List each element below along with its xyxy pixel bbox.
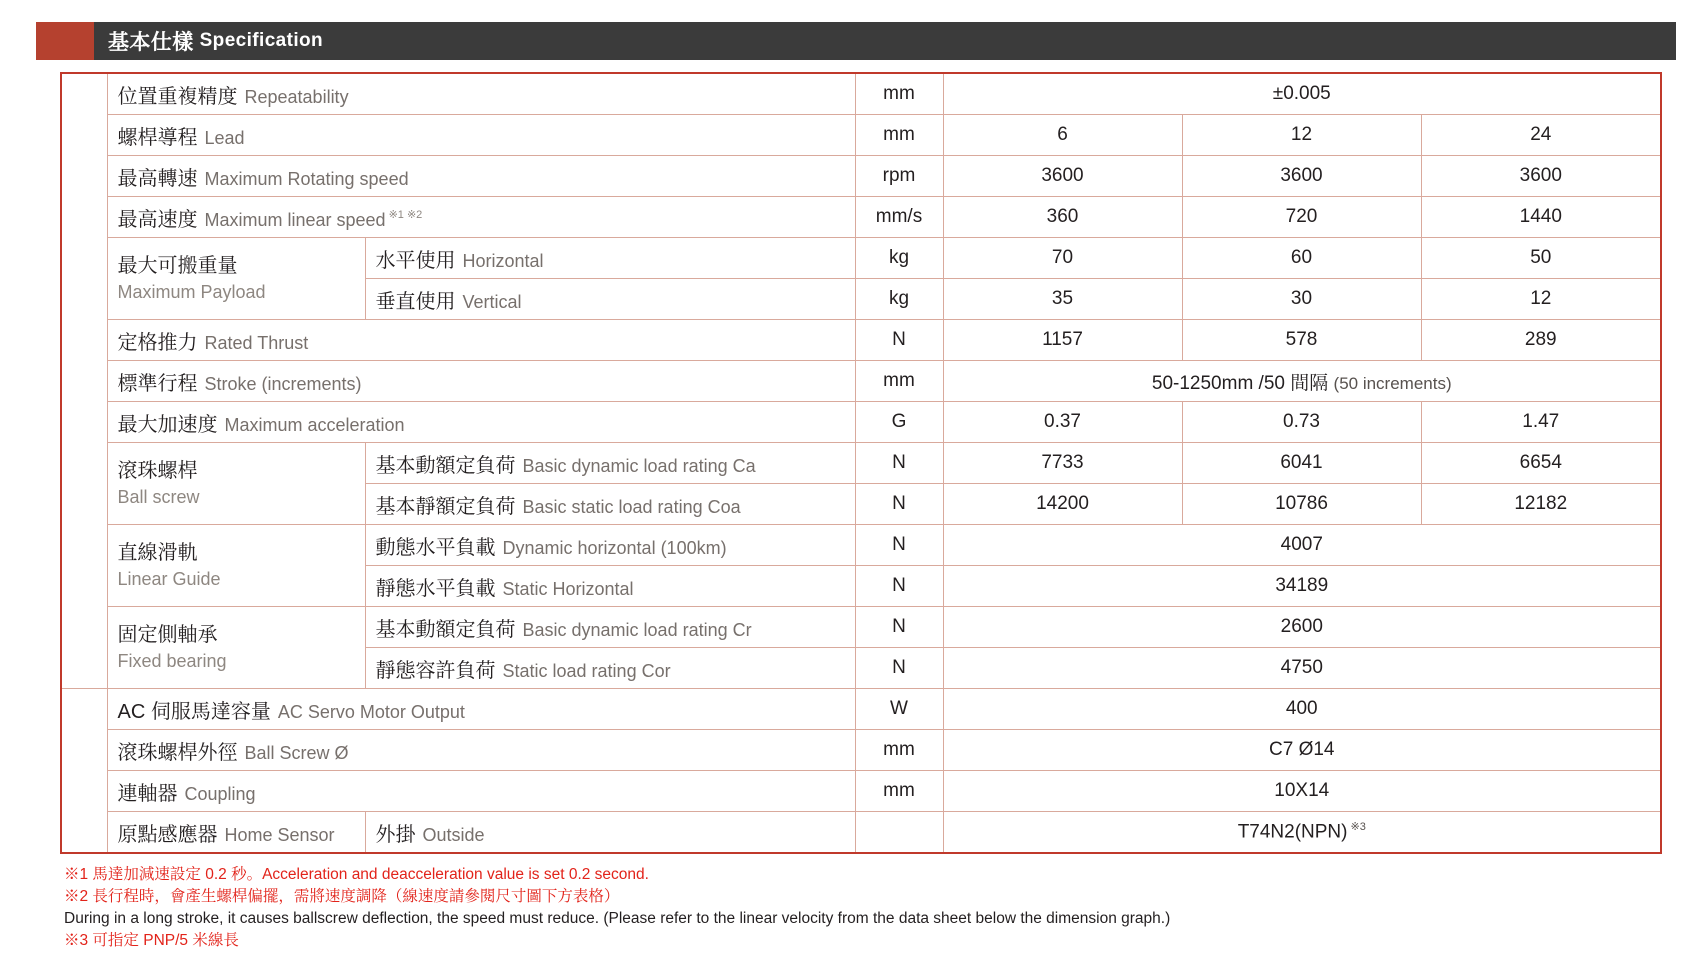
- row-value: 12: [1421, 279, 1661, 320]
- row-value: 720: [1182, 197, 1421, 238]
- row-value: 50: [1421, 238, 1661, 279]
- row-value: 3600: [1421, 156, 1661, 197]
- row-label: 螺桿導程 Lead: [107, 115, 855, 156]
- table-row: [61, 73, 1661, 115]
- row-unit: N: [855, 443, 943, 484]
- footnote-3: ※3 可指定 PNP/5 米線長: [64, 932, 239, 949]
- row-unit: mm/s: [855, 197, 943, 238]
- row-label: 最高速度 Maximum linear speed $^{※1 ※2}$: [107, 197, 855, 238]
- row-value: 1.47: [1421, 402, 1661, 443]
- row-value: 70: [943, 238, 1182, 279]
- row-value: 60: [1182, 238, 1421, 279]
- row-value: 50-1250mm /50 間隔 (50 increments): [943, 361, 1661, 402]
- table-row: [61, 812, 1661, 854]
- row-value: 3600: [1182, 156, 1421, 197]
- table-row: [61, 402, 1661, 443]
- row-value: 360: [943, 197, 1182, 238]
- row-unit: N: [855, 566, 943, 607]
- row-unit: W: [855, 689, 943, 730]
- row-value: 10X14: [943, 771, 1661, 812]
- table-row: [61, 361, 1661, 402]
- row-sublabel: 基本動額定負荷 Basic dynamic load rating Cr: [365, 607, 855, 648]
- row-unit: N: [855, 607, 943, 648]
- table-row: [61, 443, 1661, 484]
- row-unit: rpm: [855, 156, 943, 197]
- row-label: 原點感應器 Home Sensor: [107, 812, 365, 854]
- row-value: 289: [1421, 320, 1661, 361]
- row-value: 30: [1182, 279, 1421, 320]
- table-row: [61, 771, 1661, 812]
- footnote-1: ※1 馬達加減速設定 0.2 秒。Acceleration and deacceleration value is set 0.2 second.: [64, 866, 649, 883]
- row-value: 7733: [943, 443, 1182, 484]
- row-value: 12: [1182, 115, 1421, 156]
- row-value: 4750: [943, 648, 1661, 689]
- table-row: [61, 730, 1661, 771]
- row-sublabel: 基本靜額定負荷 Basic static load rating Coa: [365, 484, 855, 525]
- row-unit: mm: [855, 115, 943, 156]
- row-unit: G: [855, 402, 943, 443]
- section-header: [36, 22, 1676, 60]
- group-label-performance: 性能: [61, 73, 107, 689]
- row-value: 2600: [943, 607, 1661, 648]
- footnote-marker: ※3: [1350, 821, 1366, 834]
- row-unit: mm: [855, 361, 943, 402]
- row-label: 最大加速度 Maximum acceleration: [107, 402, 855, 443]
- row-value: 1440: [1421, 197, 1661, 238]
- row-label: 連軸器 Coupling: [107, 771, 855, 812]
- row-label: 滾珠螺桿外徑 Ball Screw Ø: [107, 730, 855, 771]
- footnote-2-en: During in a long stroke, it causes ballscrew deflection, the speed must reduce. (Please refer to the linear velocity from the data sheet below the dimension graph.): [64, 910, 1171, 927]
- spec-table-wrap: [60, 72, 1676, 854]
- row-value: 34189: [943, 566, 1661, 607]
- row-value: 24: [1421, 115, 1661, 156]
- row-value: 35: [943, 279, 1182, 320]
- row-label: 直線滑軌 Linear Guide: [107, 525, 365, 607]
- row-label: 固定側軸承 Fixed bearing: [107, 607, 365, 689]
- row-sublabel: 垂直使用 Vertical: [365, 279, 855, 320]
- table-row: [61, 320, 1661, 361]
- row-value: 14200: [943, 484, 1182, 525]
- table-row: [61, 115, 1661, 156]
- table-row: [61, 689, 1661, 730]
- row-unit: mm: [855, 730, 943, 771]
- row-label: 標準行程 Stroke (increments): [107, 361, 855, 402]
- row-label: 定格推力 Rated Thrust: [107, 320, 855, 361]
- row-sublabel: 靜態容許負荷 Static load rating Cor: [365, 648, 855, 689]
- row-sublabel: 外掛 Outside: [365, 812, 855, 854]
- table-row: [61, 156, 1661, 197]
- row-value: 10786: [1182, 484, 1421, 525]
- row-label: 最大可搬重量 Maximum Payload: [107, 238, 365, 320]
- row-value: 4007: [943, 525, 1661, 566]
- row-value: C7 Ø14: [943, 730, 1661, 771]
- row-value: 3600: [943, 156, 1182, 197]
- row-value: 6: [943, 115, 1182, 156]
- row-unit: kg: [855, 279, 943, 320]
- row-unit: N: [855, 525, 943, 566]
- row-unit: mm: [855, 73, 943, 115]
- row-value: ±0.005: [943, 73, 1661, 115]
- header-accent-block: [36, 22, 94, 60]
- row-unit: N: [855, 648, 943, 689]
- group-label-components: 部品: [61, 689, 107, 854]
- row-label: 滾珠螺桿 Ball screw: [107, 443, 365, 525]
- footnote-2: ※2 長行程時，會產生螺桿偏擺，需將速度調降（線速度請參閱尺寸圖下方表格）: [64, 888, 620, 905]
- row-label: 位置重複精度 Repeatability: [107, 73, 855, 115]
- row-label: 最高轉速 Maximum Rotating speed: [107, 156, 855, 197]
- page-title-cjk: 基本仕樣: [108, 31, 194, 54]
- row-unit: N: [855, 320, 943, 361]
- row-value: 400: [943, 689, 1661, 730]
- footnotes: [64, 864, 1680, 952]
- row-value: 6654: [1421, 443, 1661, 484]
- table-row: [61, 607, 1661, 648]
- row-value: T74N2(NPN) $^{※3}$: [943, 812, 1661, 854]
- table-row: [61, 525, 1661, 566]
- row-value: 578: [1182, 320, 1421, 361]
- row-unit: N: [855, 484, 943, 525]
- page-title-en: Specification: [199, 30, 324, 51]
- row-value: 1157: [943, 320, 1182, 361]
- footnote-marker: ※1 ※2: [388, 209, 423, 222]
- row-value: 0.73: [1182, 402, 1421, 443]
- page-title: [94, 22, 1676, 60]
- table-row: [61, 238, 1661, 279]
- row-sublabel: 靜態水平負載 Static Horizontal: [365, 566, 855, 607]
- row-unit: kg: [855, 238, 943, 279]
- row-value: 0.37: [943, 402, 1182, 443]
- spec-table: [60, 72, 1662, 854]
- row-value: 12182: [1421, 484, 1661, 525]
- row-unit: [855, 812, 943, 854]
- row-sublabel: 水平使用 Horizontal: [365, 238, 855, 279]
- row-unit: mm: [855, 771, 943, 812]
- row-sublabel: 動態水平負載 Dynamic horizontal (100km): [365, 525, 855, 566]
- row-label: AC 伺服馬達容量 AC Servo Motor Output: [107, 689, 855, 730]
- table-row: [61, 197, 1661, 238]
- row-value: 6041: [1182, 443, 1421, 484]
- row-sublabel: 基本動額定負荷 Basic dynamic load rating Ca: [365, 443, 855, 484]
